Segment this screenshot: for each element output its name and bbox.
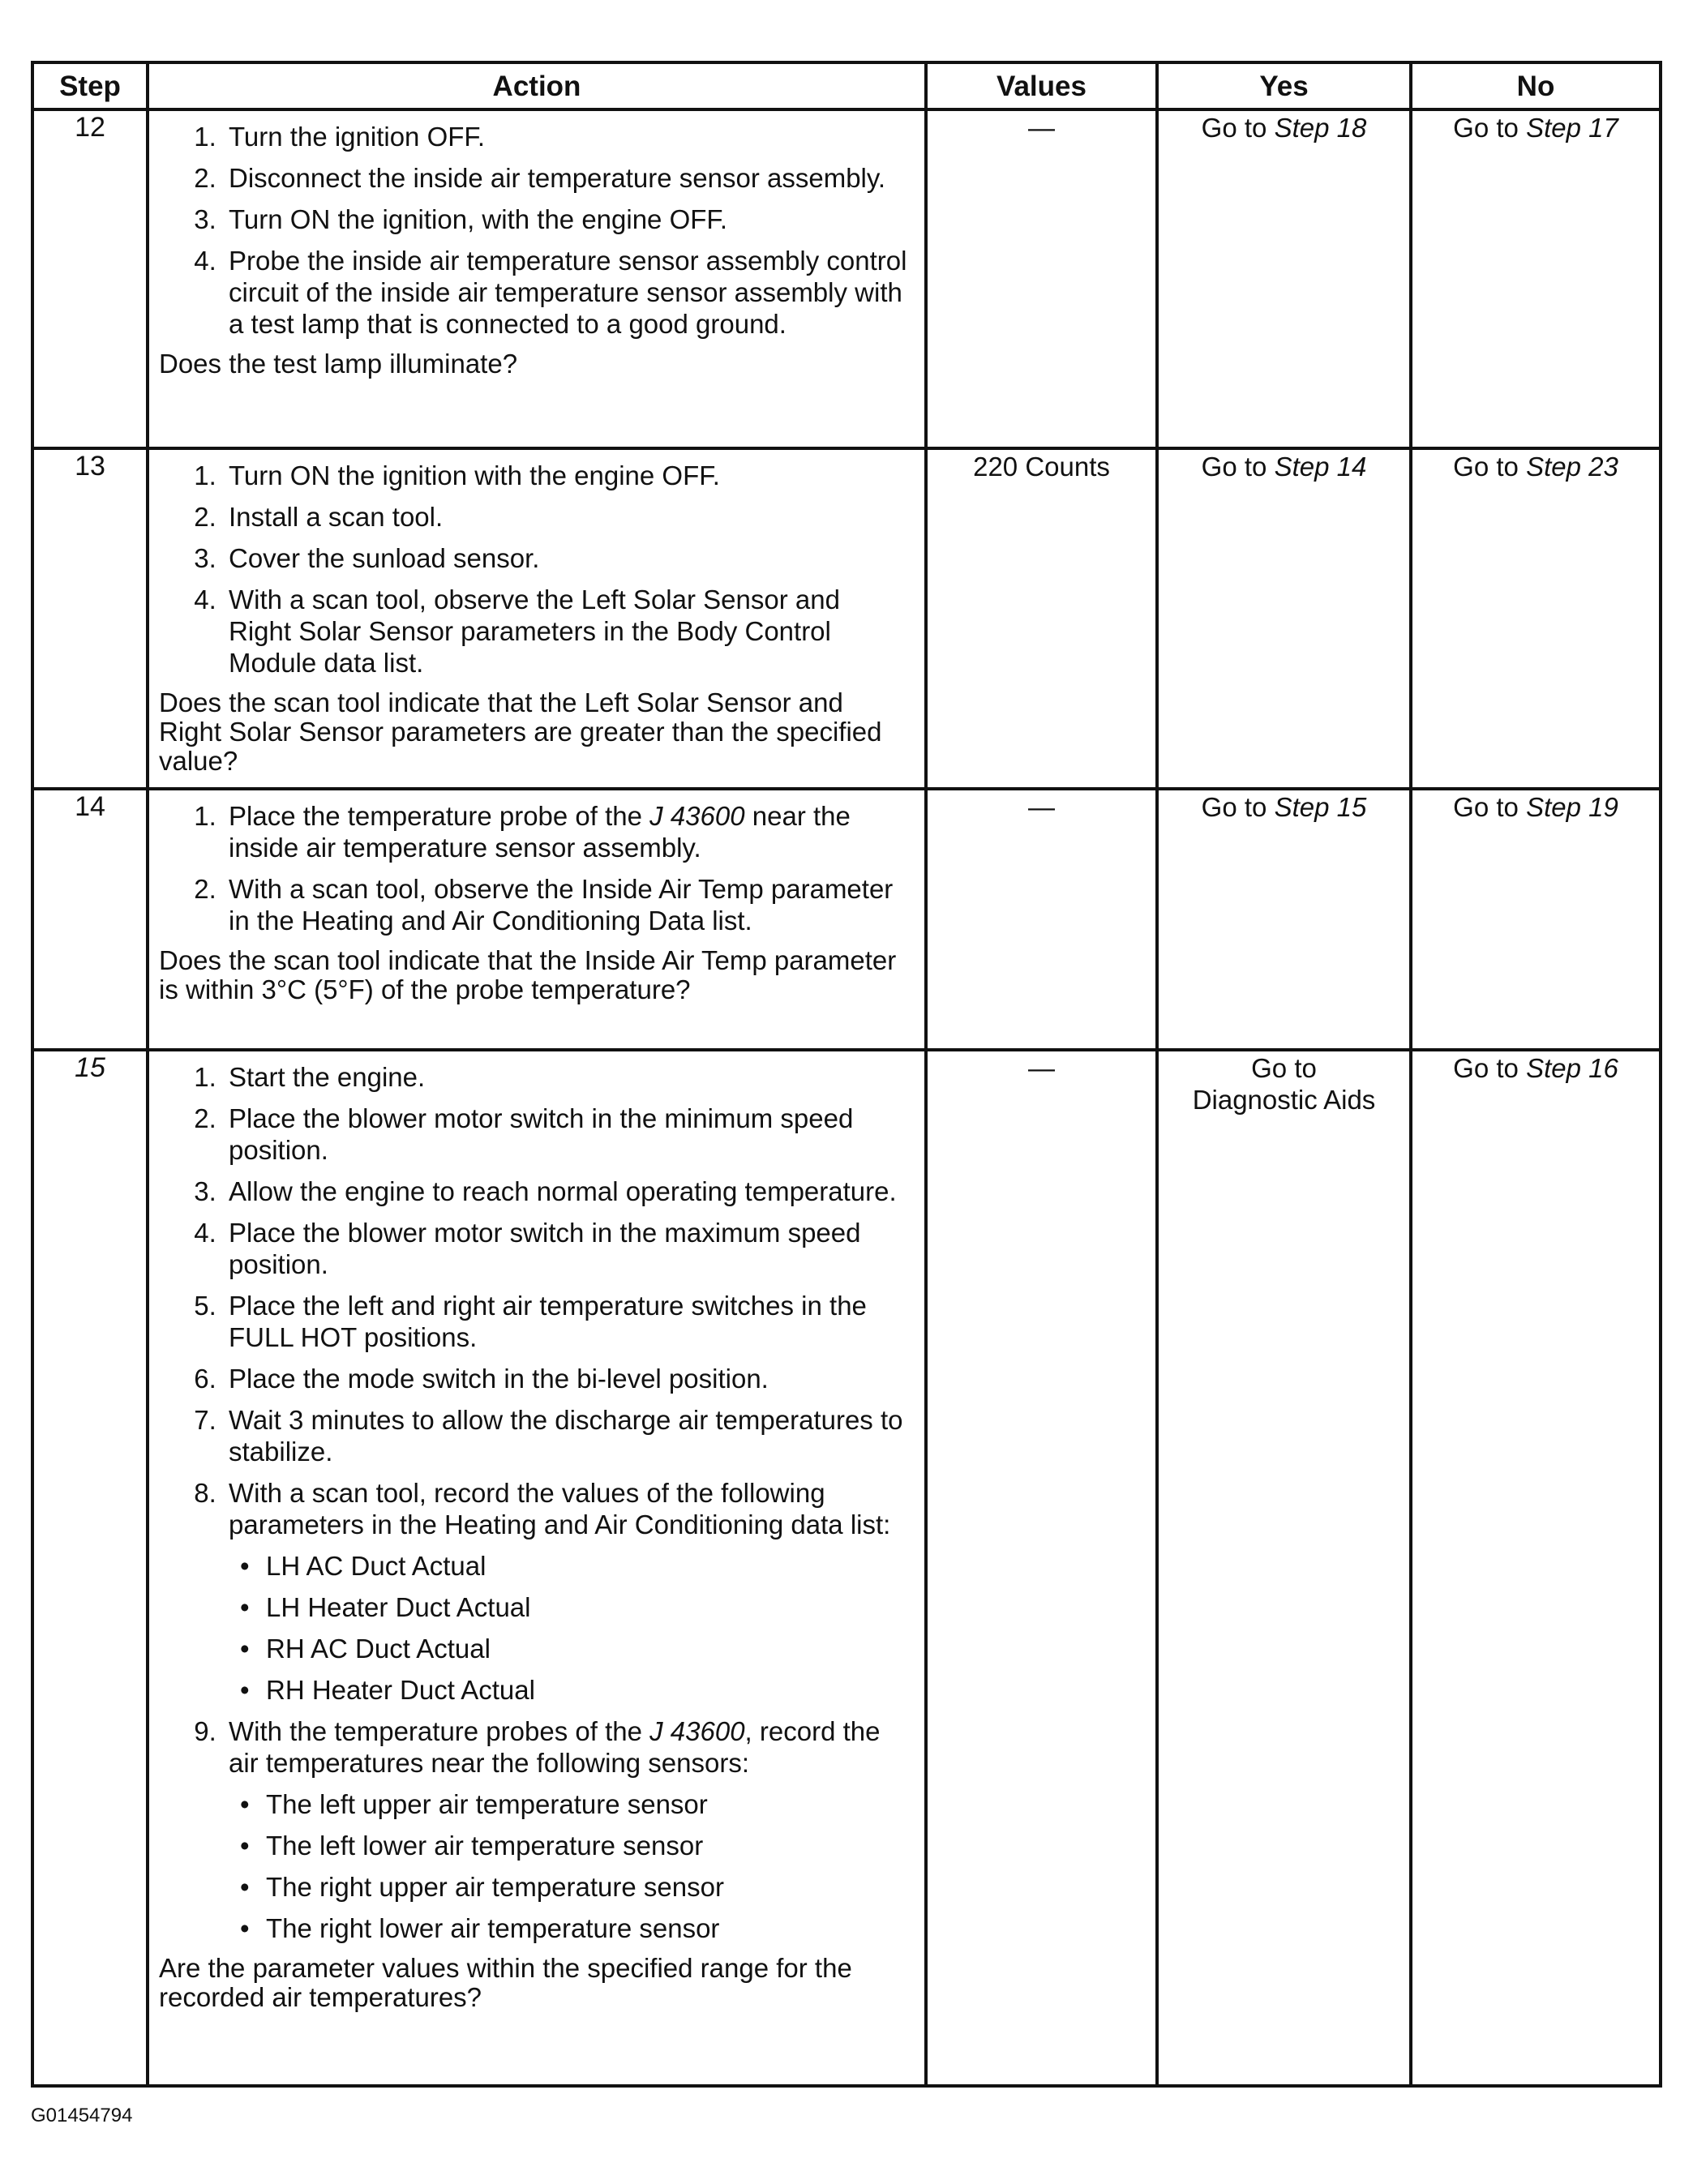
step-number: 14 bbox=[32, 789, 148, 1050]
no-prefix: Go to bbox=[1453, 113, 1527, 143]
value-cell: — bbox=[926, 1050, 1157, 2086]
figure-id: G01454794 bbox=[31, 2105, 133, 2126]
yes-prefix: Go to bbox=[1201, 113, 1275, 143]
action-item: 3. Allow the engine to reach normal operating temperature. bbox=[224, 1176, 908, 1207]
no-cell bbox=[1411, 1050, 1661, 2086]
no-step-link[interactable]: Step 16 bbox=[1526, 1053, 1618, 1083]
list-item: • LH Heater Duct Actual bbox=[237, 1591, 908, 1623]
sensor-list bbox=[229, 1788, 908, 1944]
no-step-link[interactable]: Step 19 bbox=[1526, 792, 1618, 822]
list-item: • RH Heater Duct Actual bbox=[237, 1674, 908, 1706]
diagnostic-table bbox=[31, 61, 1662, 2088]
yes-step-link[interactable]: Step 15 bbox=[1274, 792, 1367, 822]
yes-step-link[interactable]: Step 18 bbox=[1274, 113, 1367, 143]
action-item bbox=[224, 1477, 908, 1706]
no-prefix: Go to bbox=[1453, 792, 1527, 822]
header-values: Values bbox=[926, 62, 1157, 109]
tool-ref: J 43600 bbox=[649, 801, 745, 831]
action-item: 4. Place the blower motor switch in the maximum speed position. bbox=[224, 1217, 908, 1280]
action-item: 6. Place the mode switch in the bi-level position. bbox=[224, 1363, 908, 1394]
yes-prefix: Go to bbox=[1201, 792, 1275, 822]
action-text: near the inside air temperature sensor assembly. bbox=[229, 801, 851, 863]
action-item: 1. Turn ON the ignition with the engine OFF. bbox=[224, 460, 908, 491]
header-row bbox=[32, 62, 1661, 109]
action-cell bbox=[148, 789, 926, 1050]
list-item: • The left lower air temperature sensor bbox=[237, 1830, 908, 1861]
table-row bbox=[32, 448, 1661, 789]
action-question: Are the parameter values within the specified range for the recorded air temperatures? bbox=[159, 1953, 852, 2012]
step-number: 13 bbox=[32, 448, 148, 789]
action-question: Does the scan tool indicate that the Inside Air Temp parameter is within 3°C (5°F) of the probe temperature? bbox=[159, 945, 897, 1004]
action-item: 2. With a scan tool, observe the Inside Air Temp parameter in the Heating and Air Conditioning Data list. bbox=[224, 873, 908, 936]
no-step-link[interactable]: Step 17 bbox=[1526, 113, 1618, 143]
yes-cell bbox=[1157, 1050, 1411, 2086]
tool-ref: J 43600 bbox=[649, 1716, 745, 1746]
yes-cell bbox=[1157, 448, 1411, 789]
action-text: Place the temperature probe of the bbox=[229, 801, 650, 831]
action-item: 1. Turn the ignition OFF. bbox=[224, 121, 908, 152]
list-item: • The right upper air temperature sensor bbox=[237, 1871, 908, 1903]
action-cell bbox=[148, 109, 926, 448]
action-item: 4. With a scan tool, observe the Left Solar Sensor and Right Solar Sensor parameters in the Body Control Module data list. bbox=[224, 584, 908, 679]
no-prefix: Go to bbox=[1453, 452, 1527, 482]
value-cell: — bbox=[926, 109, 1157, 448]
table-row bbox=[32, 789, 1661, 1050]
action-item bbox=[224, 1715, 908, 1944]
header-action: Action bbox=[148, 62, 926, 109]
list-item: • The right lower air temperature sensor bbox=[237, 1912, 908, 1944]
action-text: With the temperature probes of the bbox=[229, 1716, 650, 1746]
no-cell bbox=[1411, 789, 1661, 1050]
table-row bbox=[32, 109, 1661, 448]
action-list bbox=[159, 1061, 908, 1944]
action-item: 2. Disconnect the inside air temperature sensor assembly. bbox=[224, 162, 908, 194]
table-row bbox=[32, 1050, 1661, 2086]
action-item: 7. Wait 3 minutes to allow the discharge air temperatures to stabilize. bbox=[224, 1404, 908, 1467]
action-question: Does the scan tool indicate that the Left Solar Sensor and Right Solar Sensor parameters are greater than the specified value? bbox=[159, 687, 882, 776]
yes-prefix: Go to bbox=[1201, 452, 1275, 482]
action-list bbox=[159, 800, 908, 936]
action-item: 5. Place the left and right air temperature switches in the FULL HOT positions. bbox=[224, 1290, 908, 1353]
header-yes: Yes bbox=[1157, 62, 1411, 109]
value-cell: 220 Counts bbox=[926, 448, 1157, 789]
step-number: 12 bbox=[32, 109, 148, 448]
yes-cell bbox=[1157, 109, 1411, 448]
no-step-link[interactable]: Step 23 bbox=[1526, 452, 1618, 482]
no-cell bbox=[1411, 448, 1661, 789]
action-item: 3. Turn ON the ignition, with the engine OFF. bbox=[224, 203, 908, 235]
action-cell bbox=[148, 448, 926, 789]
action-list bbox=[159, 460, 908, 679]
action-item: 4. Probe the inside air temperature sensor assembly control circuit of the inside air temperature sensor assembly with a test lamp that is connected to a good ground. bbox=[224, 245, 908, 340]
value-cell: — bbox=[926, 789, 1157, 1050]
no-cell bbox=[1411, 109, 1661, 448]
action-item bbox=[224, 800, 908, 863]
action-text: , record the air temperatures near the following sensors: bbox=[229, 1716, 881, 1778]
action-text: With a scan tool, record the values of the following parameters in the Heating and Air Conditioning data list: bbox=[229, 1478, 891, 1540]
list-item: • LH AC Duct Actual bbox=[237, 1550, 908, 1582]
action-cell bbox=[148, 1050, 926, 2086]
no-prefix: Go to bbox=[1453, 1053, 1527, 1083]
header-no: No bbox=[1411, 62, 1661, 109]
yes-prefix: Go to bbox=[1251, 1053, 1317, 1083]
yes-cell bbox=[1157, 789, 1411, 1050]
action-item: 2. Place the blower motor switch in the minimum speed position. bbox=[224, 1103, 908, 1166]
yes-step-link[interactable]: Step 14 bbox=[1274, 452, 1367, 482]
action-question: Does the test lamp illuminate? bbox=[159, 349, 518, 379]
action-list bbox=[159, 121, 908, 340]
list-item: • The left upper air temperature sensor bbox=[237, 1788, 908, 1820]
step-number: 15 bbox=[32, 1050, 148, 2086]
list-item: • RH AC Duct Actual bbox=[237, 1633, 908, 1664]
header-step: Step bbox=[32, 62, 148, 109]
yes-diagnostic-aids-link[interactable]: Diagnostic Aids bbox=[1192, 1085, 1376, 1115]
action-item: 3. Cover the sunload sensor. bbox=[224, 542, 908, 574]
parameter-list bbox=[229, 1550, 908, 1706]
action-item: 2. Install a scan tool. bbox=[224, 501, 908, 533]
action-item: 1. Start the engine. bbox=[224, 1061, 908, 1093]
